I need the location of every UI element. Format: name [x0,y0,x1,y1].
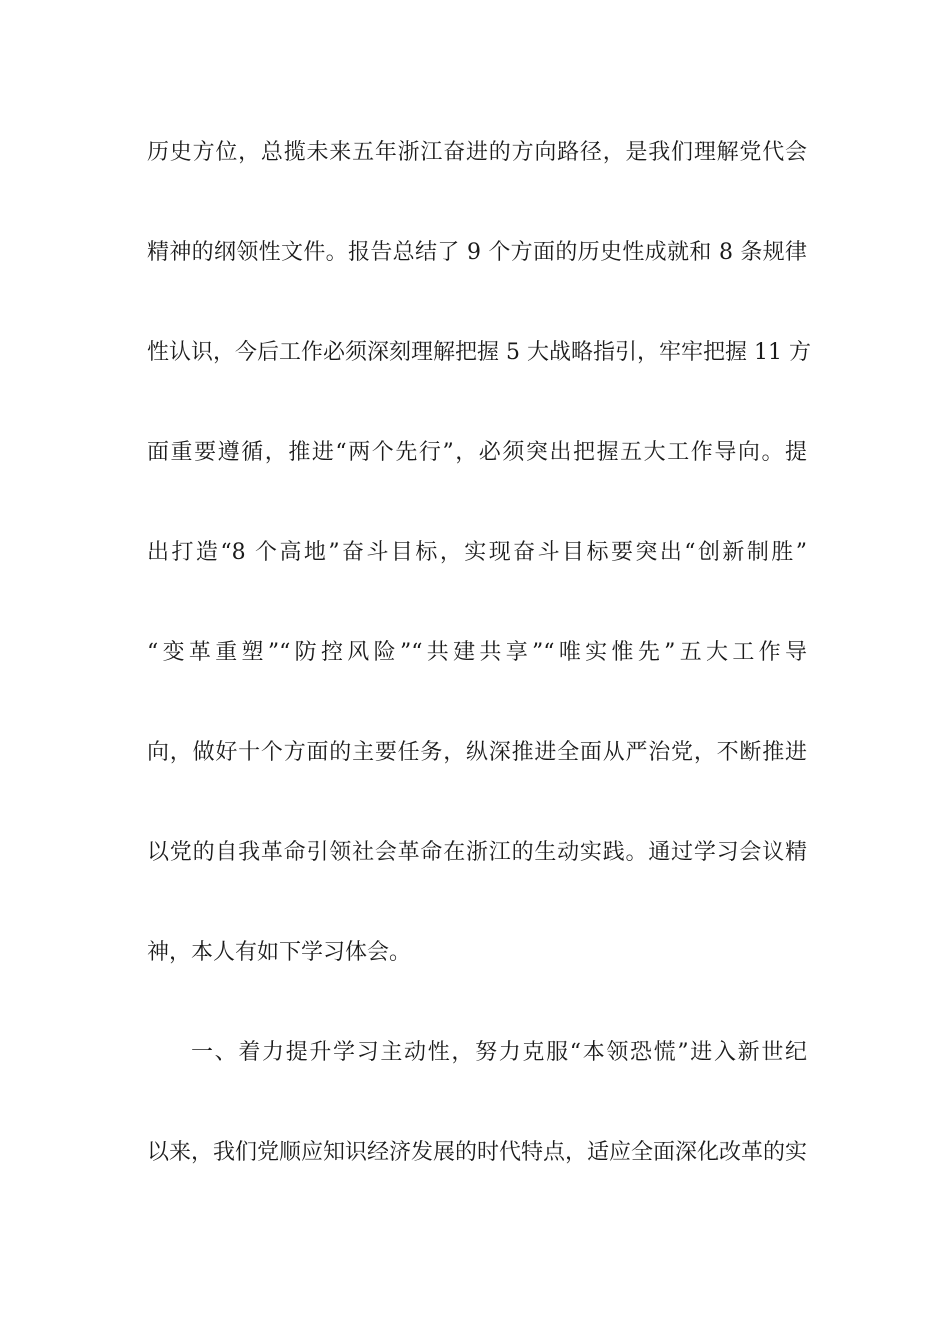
section-heading-line: 一、着力提升学习主动性，努力克服“本领恐慌”进入新世纪 [191,1040,807,1065]
paragraph-line: 向，做好十个方面的主要任务，纵深推进全面从严治党，不断推进 [147,740,807,765]
paragraph-line: “变革重塑”“防控风险”“共建共享”“唯实惟先”五大工作导 [147,640,807,665]
paragraph-line: 精神的纲领性文件。报告总结了 9 个方面的历史性成就和 8 条规律 [147,240,807,265]
paragraph-line: 面重要遵循，推进“两个先行”，必须突出把握五大工作导向。提 [147,440,807,465]
paragraph-line: 神，本人有如下学习体会。 [147,940,412,965]
paragraph-line: 以来，我们党顺应知识经济发展的时代特点，适应全面深化改革的实 [147,1140,808,1165]
paragraph-line: 历史方位，总揽未来五年浙江奋进的方向路径，是我们理解党代会 [147,140,807,165]
paragraph-line: 出打造“8 个高地”奋斗目标，实现奋斗目标要突出“创新制胜” [147,540,807,565]
paragraph-line: 以党的自我革命引领社会革命在浙江的生动实践。通过学习会议精 [147,840,807,865]
paragraph-line: 性认识，今后工作必须深刻理解把握 5 大战略指引，牢牢把握 11 方 [147,340,811,365]
